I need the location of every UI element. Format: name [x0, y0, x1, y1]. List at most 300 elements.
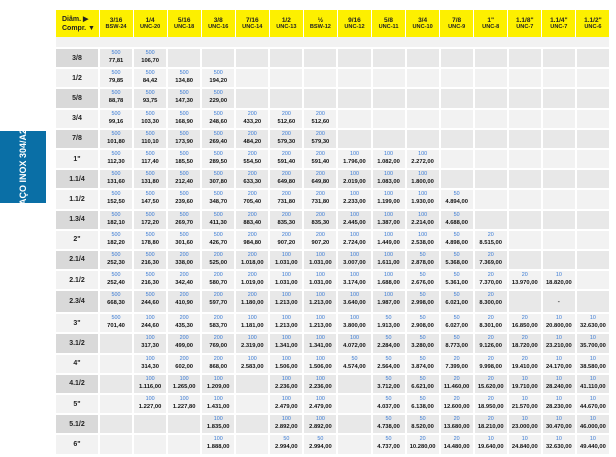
table-cell: [167, 434, 201, 454]
table-cell: [303, 394, 337, 414]
cell-price: 2.908,00: [411, 323, 434, 330]
table-cell: [508, 129, 542, 149]
table-cell: [235, 48, 269, 68]
table-cell: [406, 270, 440, 290]
table-cell: [167, 189, 201, 209]
cell-price: 2.233,00: [343, 199, 366, 206]
cell-price: 835,30: [277, 219, 296, 226]
cell-price: 499,00: [175, 343, 194, 350]
table-cell: [474, 210, 508, 230]
table-cell: [201, 230, 235, 250]
cell-price: 1.796,00: [343, 158, 366, 165]
table-cell: [99, 290, 133, 313]
cell-package-qty: 100: [315, 396, 325, 402]
row-length-label: 1.1/4: [56, 169, 99, 189]
cell-package-qty: 500: [145, 251, 155, 258]
table-cell: [508, 169, 542, 189]
cell-package-qty: 100: [179, 396, 189, 402]
cell-package-qty: 200: [179, 355, 189, 362]
cell-package-qty: 10: [555, 315, 562, 322]
table-row: [56, 414, 610, 434]
cell-package-qty: 100: [349, 150, 359, 157]
cell-package-qty: 20: [521, 315, 528, 322]
table-cell: [167, 270, 201, 290]
table-cell: [235, 109, 269, 129]
table-cell: [337, 333, 371, 353]
cell-package-qty: 100: [384, 272, 394, 279]
cell-price: 7.399,00: [445, 363, 468, 370]
cell-price: 152,50: [107, 199, 125, 206]
table-cell: [576, 109, 610, 129]
table-row: [56, 68, 610, 88]
table-cell: [474, 230, 508, 250]
cell-price: 602,00: [175, 363, 194, 370]
cell-package-qty: 100: [418, 171, 428, 178]
cell-price: 21.570,00: [511, 404, 538, 410]
cell-package-qty: 100: [418, 150, 428, 157]
row-length-label: 7/8: [56, 129, 99, 149]
table-cell: [133, 394, 167, 414]
cell-package-qty: 100: [145, 375, 155, 382]
table-cell: [372, 374, 406, 394]
table-cell: [576, 354, 610, 374]
cell-price: 7.369,00: [479, 259, 502, 266]
table-cell: [133, 250, 167, 270]
table-cell: [201, 354, 235, 374]
cell-package-qty: 100: [315, 375, 325, 382]
cell-price: 2.994,00: [309, 444, 332, 451]
table-cell: [440, 230, 474, 250]
row-length-label: 4.1/2: [56, 374, 99, 394]
cell-package-qty: 200: [247, 110, 257, 117]
cell-package-qty: 500: [111, 315, 121, 322]
table-cell: [303, 129, 337, 149]
table-cell: [372, 169, 406, 189]
column-thread: UNC-9: [448, 23, 466, 30]
column-header: [133, 10, 167, 37]
cell-price: 583,70: [209, 323, 228, 330]
cell-package-qty: 500: [111, 171, 121, 178]
cell-package-qty: 50: [419, 335, 426, 342]
table-cell: [269, 250, 303, 270]
table-cell: [235, 394, 269, 414]
table-cell: [133, 230, 167, 250]
cell-price: 18.210,00: [477, 424, 504, 431]
column-size: 1/4: [145, 16, 155, 24]
cell-package-qty: 500: [111, 211, 121, 218]
cell-package-qty: 500: [179, 171, 189, 178]
cell-package-qty: 100: [213, 416, 223, 423]
length-label: Compr. ▼: [62, 24, 95, 32]
cell-package-qty: 200: [247, 251, 257, 258]
column-thread: UNC-12: [344, 23, 365, 30]
cell-package-qty: 100: [281, 292, 291, 299]
table-cell: [303, 109, 337, 129]
cell-package-qty: 10: [589, 335, 596, 342]
cell-package-qty: 100: [349, 335, 359, 342]
cell-package-qty: 50: [385, 335, 392, 342]
cell-price: 411,30: [209, 219, 227, 226]
cell-price: 32.630,00: [580, 323, 606, 330]
table-cell: [235, 230, 269, 250]
cell-package-qty: 100: [349, 191, 359, 198]
table-cell: [372, 88, 406, 108]
table-row: [56, 290, 610, 313]
table-cell: [542, 68, 576, 88]
cell-package-qty: 100: [315, 292, 325, 299]
cell-package-qty: 50: [419, 292, 426, 299]
cell-price: 8.301,00: [479, 323, 502, 330]
column-thread: UNC-20: [139, 23, 161, 30]
table-cell: [133, 210, 167, 230]
cell-package-qty: 200: [213, 355, 223, 362]
table-cell: [99, 169, 133, 189]
table-cell: [269, 189, 303, 209]
cell-price: 6.621,00: [411, 383, 434, 390]
cell-package-qty: 100: [315, 416, 325, 423]
cell-price: 1.181,00: [240, 323, 264, 330]
table-cell: [201, 109, 235, 129]
cell-price: 731,80: [311, 199, 330, 206]
cell-price: 3.640,00: [343, 300, 366, 307]
column-header: [474, 10, 508, 37]
column-size: 7/8: [452, 16, 462, 24]
cell-package-qty: 20: [521, 355, 528, 362]
cell-price: 2.019,00: [343, 179, 366, 186]
cell-price: 410,90: [175, 300, 194, 307]
cell-price: 79,85: [108, 78, 124, 85]
cell-price: 248,60: [209, 118, 228, 125]
cell-price: 11.460,00: [443, 383, 470, 390]
cell-price: 18.820,00: [545, 280, 572, 287]
cell-package-qty: 100: [281, 251, 291, 258]
cell-package-qty: 200: [315, 150, 325, 157]
cell-package-qty: 100: [315, 251, 325, 258]
cell-package-qty: 500: [145, 150, 155, 157]
table-cell: [201, 149, 235, 169]
cell-price: 23.210,00: [545, 343, 572, 350]
cell-package-qty: 100: [384, 211, 394, 218]
table-cell: [269, 129, 303, 149]
cell-package-qty: 500: [179, 150, 189, 157]
table-cell: [337, 394, 371, 414]
table-cell: [133, 129, 167, 149]
cell-price: 14.480,00: [443, 444, 470, 451]
cell-price: 8.300,00: [479, 300, 502, 307]
row-length-label: 5/8: [56, 88, 99, 108]
table-cell: [133, 374, 167, 394]
table-cell: [542, 48, 576, 68]
cell-package-qty: 100: [281, 416, 291, 423]
table-cell: [542, 149, 576, 169]
cell-package-qty: 20: [419, 436, 426, 443]
table-header: [56, 10, 610, 37]
cell-price: 2.564,00: [377, 363, 400, 370]
table-cell: [235, 149, 269, 169]
cell-package-qty: 200: [281, 171, 291, 178]
cell-package-qty: 50: [385, 436, 392, 443]
cell-price: 2.583,00: [240, 363, 264, 370]
table-cell: [542, 109, 576, 129]
row-length-label: 4": [56, 354, 99, 374]
table-cell: [99, 270, 133, 290]
table-cell: [508, 68, 542, 88]
table-cell: [508, 210, 542, 230]
cell-price: 4.072,00: [343, 343, 366, 350]
column-size: 5/8: [384, 16, 394, 24]
cell-price: 178,80: [141, 239, 159, 246]
table-cell: [337, 169, 371, 189]
table-cell: [508, 270, 542, 290]
table-cell: [99, 434, 133, 454]
cell-package-qty: 500: [213, 130, 223, 137]
cell-price: 2.676,00: [411, 280, 434, 287]
cell-package-qty: 50: [419, 375, 426, 382]
column-header: [440, 10, 474, 37]
cell-price: 3.174,00: [343, 280, 366, 287]
row-length-label: 3.1/2: [56, 333, 99, 353]
table-cell: [508, 230, 542, 250]
cell-package-qty: 500: [145, 231, 155, 238]
cell-price: 554,50: [243, 158, 262, 165]
cell-price: 7.370,00: [479, 280, 502, 287]
cell-package-qty: 100: [384, 231, 394, 238]
table-cell: [133, 68, 167, 88]
table-cell: [269, 68, 303, 88]
table-cell: [99, 210, 133, 230]
cell-package-qty: 200: [281, 110, 291, 117]
cell-package-qty: 100: [213, 436, 223, 443]
table-cell: [337, 414, 371, 434]
cell-package-qty: 500: [145, 292, 155, 299]
table-cell: [406, 290, 440, 313]
table-cell: [542, 374, 576, 394]
column-size: 1.1/2": [584, 16, 602, 24]
cell-package-qty: 20: [453, 375, 460, 382]
cell-package-qty: 20: [487, 396, 494, 402]
table-cell: [303, 149, 337, 169]
cell-price: 28.230,00: [545, 404, 572, 410]
cell-price: 30.470,00: [545, 424, 572, 431]
table-cell: [372, 354, 406, 374]
table-cell: [303, 230, 337, 250]
cell-package-qty: 100: [349, 272, 359, 279]
cell-price: 1.800,00: [411, 179, 434, 186]
price-table: [56, 10, 611, 456]
cell-price: 597,70: [209, 300, 228, 307]
table-cell: [576, 169, 610, 189]
cell-price: 84,42: [142, 78, 158, 85]
cell-package-qty: 200: [315, 191, 325, 198]
cell-price: 131,80: [141, 179, 159, 186]
table-cell: [542, 230, 576, 250]
cell-price: 1.913,00: [377, 323, 400, 330]
cell-price: 1.180,00: [240, 300, 264, 307]
table-cell: [337, 88, 371, 108]
cell-package-qty: 500: [111, 70, 121, 77]
table-cell: [372, 333, 406, 353]
cell-package-qty: 500: [111, 191, 121, 198]
table-cell: [303, 270, 337, 290]
table-cell: [99, 88, 133, 108]
table-cell: [269, 230, 303, 250]
cell-package-qty: 50: [453, 211, 460, 218]
table-cell: [269, 270, 303, 290]
column-header: [303, 10, 337, 37]
cell-price: 1.213,00: [275, 323, 298, 330]
cell-package-qty: 100: [247, 335, 257, 342]
cell-price: 1.019,00: [240, 280, 264, 287]
cell-price: 6.027,00: [445, 323, 468, 330]
cell-package-qty: 10: [521, 396, 528, 402]
cell-price: 1.213,00: [309, 300, 332, 307]
table-cell: [99, 129, 133, 149]
cell-package-qty: 100: [349, 251, 359, 258]
table-cell: [542, 394, 576, 414]
table-cell: [474, 189, 508, 209]
table-cell: [542, 290, 576, 313]
cell-package-qty: 200: [213, 315, 223, 322]
cell-package-qty: 50: [419, 416, 426, 423]
cell-package-qty: 10: [589, 416, 596, 423]
table-cell: [474, 414, 508, 434]
table-cell: [337, 250, 371, 270]
cell-price: 1.888,00: [206, 444, 230, 451]
cell-price: 769,00: [209, 343, 228, 350]
table-cell: [235, 290, 269, 313]
cell-package-qty: 100: [349, 171, 359, 178]
column-thread: UNC-8: [482, 23, 500, 30]
cell-package-qty: 500: [213, 171, 223, 178]
cell-price: 4.737,00: [377, 444, 400, 451]
cell-price: 112,30: [107, 158, 125, 165]
cell-package-qty: 200: [179, 335, 189, 342]
table-row: [56, 394, 610, 414]
table-cell: [303, 333, 337, 353]
table-cell: [99, 374, 133, 394]
cell-package-qty: 10: [589, 396, 596, 402]
table-cell: [201, 333, 235, 353]
cell-price: 484,20: [243, 138, 262, 145]
table-cell: [99, 394, 133, 414]
table-cell: [167, 313, 201, 333]
cell-package-qty: 50: [453, 251, 460, 258]
table-cell: [542, 270, 576, 290]
table-cell: [542, 129, 576, 149]
cell-package-qty: 200: [213, 251, 223, 258]
table-cell: [406, 189, 440, 209]
cell-package-qty: 10: [589, 315, 596, 322]
cell-package-qty: 500: [213, 150, 223, 157]
cell-price: 9.998,00: [479, 363, 502, 370]
column-thread: UNC-16: [208, 23, 229, 30]
cell-price: 8.773,00: [445, 343, 468, 350]
cell-price: 580,70: [209, 280, 228, 287]
cell-price: 1.227,80: [172, 404, 196, 410]
cell-price: 907,20: [311, 239, 330, 246]
table-cell: [474, 169, 508, 189]
cell-price: 229,00: [209, 98, 228, 105]
cell-price: 314,30: [141, 363, 159, 370]
cell-package-qty: 200: [247, 211, 257, 218]
table-cell: [167, 48, 201, 68]
table-cell: [167, 290, 201, 313]
cell-price: 2.236,00: [309, 383, 332, 390]
cell-price: 13.680,00: [443, 424, 470, 431]
table-cell: [474, 149, 508, 169]
table-cell: [508, 414, 542, 434]
row-length-label: 1.3/4: [56, 210, 99, 230]
cell-price: 23.000,00: [511, 424, 538, 431]
table-cell: [303, 210, 337, 230]
row-length-label: 3/8: [56, 48, 99, 68]
table-cell: [167, 354, 201, 374]
table-cell: [508, 313, 542, 333]
cell-price: 301,60: [175, 239, 194, 246]
table-cell: [440, 394, 474, 414]
table-cell: [474, 354, 508, 374]
cell-price: 20.800,00: [545, 323, 572, 330]
cell-package-qty: 200: [281, 150, 291, 157]
table-cell: [406, 48, 440, 68]
row-length-label: 3": [56, 313, 99, 333]
cell-package-qty: 200: [213, 335, 223, 342]
cell-price: 1.449,00: [377, 239, 400, 246]
cell-package-qty: 10: [589, 436, 596, 443]
table-cell: [269, 394, 303, 414]
column-size: 1.1/4": [550, 16, 568, 24]
cell-price: 1.341,00: [275, 343, 298, 350]
cell-price: 8.515,00: [479, 239, 502, 246]
column-header: [167, 10, 201, 37]
cell-package-qty: 200: [247, 231, 257, 238]
table-cell: [440, 48, 474, 68]
cell-package-qty: 50: [419, 251, 426, 258]
cell-price: 2.724,00: [343, 239, 366, 246]
cell-package-qty: 100: [281, 315, 291, 322]
table-cell: [576, 88, 610, 108]
table-cell: [372, 270, 406, 290]
table-row: [56, 250, 610, 270]
cell-price: 2.236,00: [275, 383, 298, 390]
cell-price: 147,30: [175, 98, 194, 105]
cell-package-qty: 20: [521, 335, 528, 342]
cell-package-qty: 200: [281, 191, 291, 198]
column-header: [99, 10, 133, 37]
column-size: 3/4: [418, 16, 428, 24]
table-cell: [474, 394, 508, 414]
cell-price: 12.600,00: [443, 404, 470, 410]
table-cell: [406, 374, 440, 394]
cell-package-qty: 200: [315, 231, 325, 238]
cell-package-qty: 100: [145, 315, 155, 322]
table-body: [56, 37, 610, 455]
cell-package-qty: 100: [247, 315, 257, 322]
cell-package-qty: 20: [487, 231, 494, 238]
cell-package-qty: 500: [145, 171, 155, 178]
column-thread: UNC-7: [550, 23, 568, 30]
cell-package-qty: 20: [487, 375, 494, 382]
cell-price: 182,10: [107, 219, 125, 226]
cell-price: 433,20: [243, 118, 262, 125]
cell-package-qty: 100: [349, 292, 359, 299]
table-cell: [542, 250, 576, 270]
cell-package-qty: 500: [145, 191, 155, 198]
table-cell: [440, 290, 474, 313]
cell-package-qty: 10: [589, 375, 596, 382]
cell-price: 18.720,00: [511, 343, 538, 350]
table-cell: [372, 109, 406, 129]
